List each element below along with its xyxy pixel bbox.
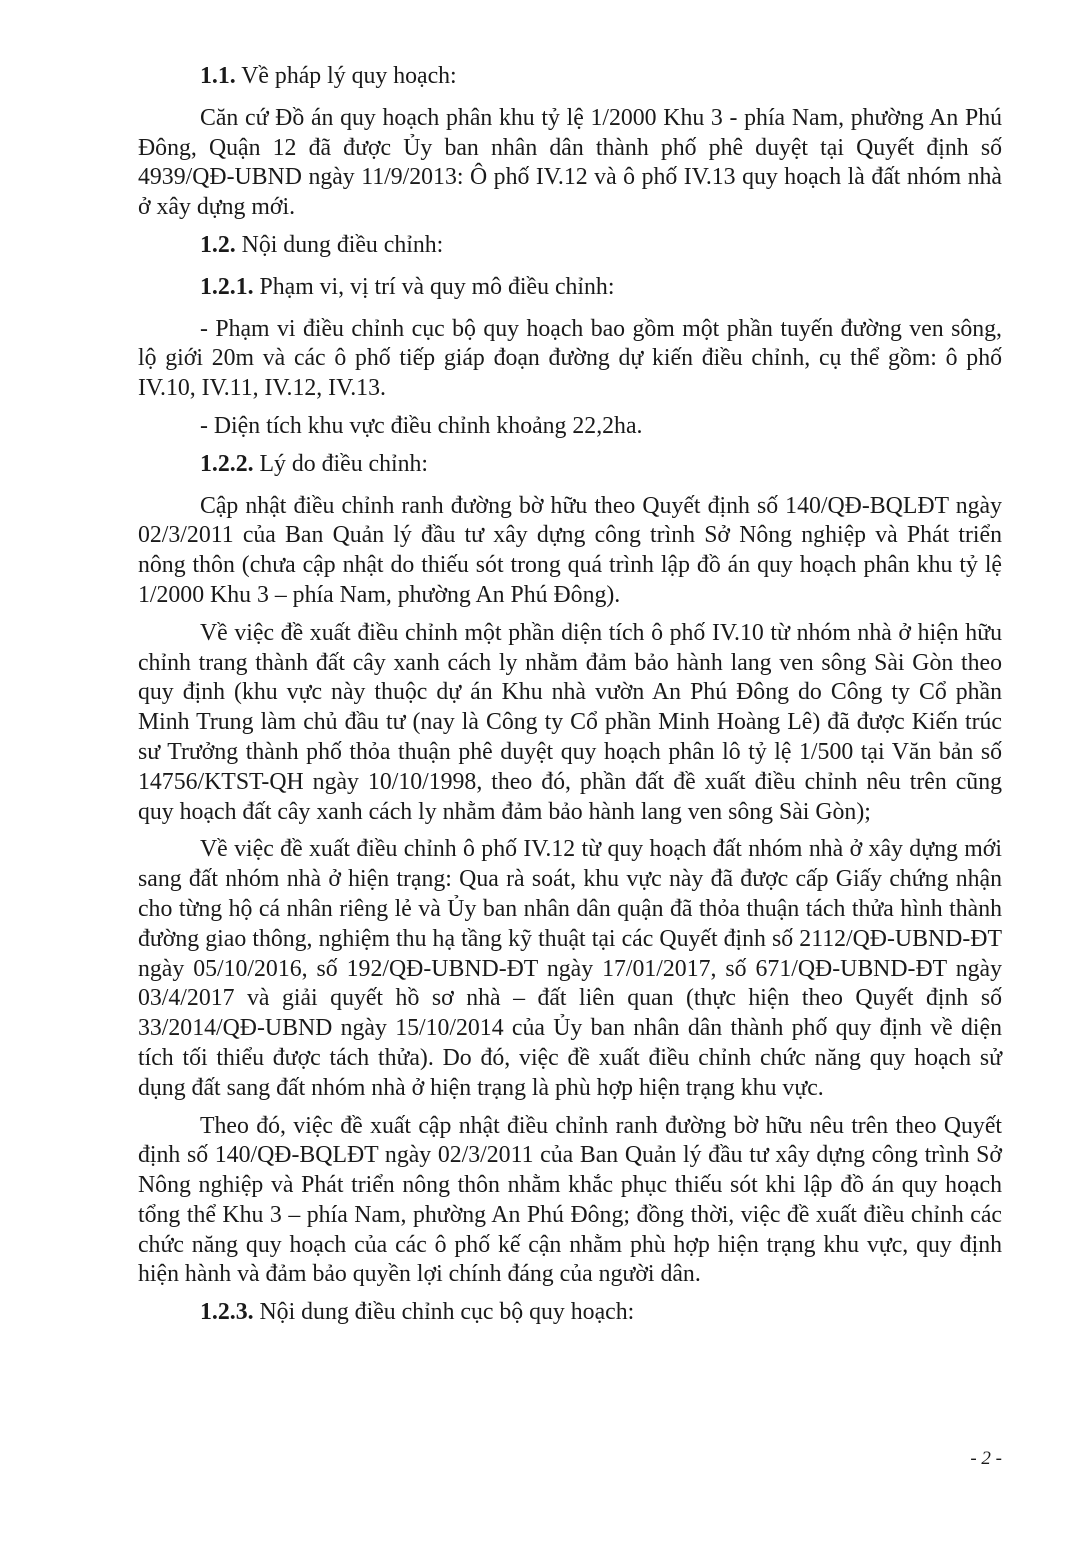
paragraph-conclusion: Theo đó, việc đề xuất cập nhật điều chỉnh ranh đường bờ hữu nêu trên theo Quyết định số 140/QĐ-BQLĐT ngày 02/3/2011 của Ban Quản lý đầu tư xây dựng công trình Sở Nông nghiệp và Phát triển nông thôn nhằm khắc phục thiếu sót khi lập đồ án quy hoạch tổng thể Khu 3 – phía Nam, phường An Phú Đông; đồng thời, việc đề xuất điều chỉnh các chức năng quy hoạch của các ô phố kế cận nhằm phù hợp hiện trạng khu vực, quy định hiện hành và đảm bảo quyền lợi chính đáng của người dân. xyxy=(138,1112,1002,1288)
section-title: Về pháp lý quy hoạch: xyxy=(235,63,457,89)
section-title: Lý do điều chỉnh: xyxy=(253,450,429,477)
paragraph-reason-iv10: Về việc đề xuất điều chỉnh một phần diện tích ô phố IV.10 từ nhóm nhà ở hiện hữu chỉnh trang thành đất cây xanh cách ly nhằm đảm bảo hành lang ven sông Sài Gòn theo quy định (khu vực này thuộc dự án Khu nhà vườn An Phú Đông do Công ty Cổ phần Minh Trung làm chủ đầu tư (nay là Công ty Cổ phần Minh Hoàng Lê) đã được Kiến trúc sư Trưởng thành phố thỏa thuận phê duyệt quy hoạch phân lô tỷ lệ 1/500 tại Văn bản số 14756/KTST-QH ngày 10/10/1998, theo đó, phần đất đề xuất điều chỉnh nêu trên cũng quy hoạch đất cây xanh cách ly nhằm đảm bảo hành lang ven sông Sài Gòn); xyxy=(138,619,1002,825)
section-title: Nội dung điều chỉnh: xyxy=(235,231,444,258)
section-title: Nội dung điều chỉnh cục bộ quy hoạch: xyxy=(253,1299,635,1326)
paragraph-legal-basis: Căn cứ Đồ án quy hoạch phân khu tỷ lệ 1/2000 Khu 3 - phía Nam, phường An Phú Đông, Quận 12 đã được Ủy ban nhân dân thành phố phê duyệt tại Quyết định số 4939/QĐ-UBND ngày 11/9/2013: Ô phố IV.12 và ô phố IV.13 quy hoạch là đất nhóm nhà ở xây dựng mới. xyxy=(138,104,1002,221)
section-number: 1.1. xyxy=(200,63,236,89)
page-number: - 2 - xyxy=(970,1448,1002,1469)
section-heading-1-2-2 xyxy=(138,450,1002,480)
section-heading-1-2-3 xyxy=(138,1298,1002,1328)
section-number: 1.2.3. xyxy=(200,1299,254,1326)
paragraph-reason-update: Cập nhật điều chỉnh ranh đường bờ hữu theo Quyết định số 140/QĐ-BQLĐT ngày 02/3/2011 của Ban Quản lý đầu tư xây dựng công trình Sở Nông nghiệp và Phát triển nông thôn (chưa cập nhật do thiếu sót trong quá trình lập đồ án quy hoạch phân khu tỷ lệ 1/2000 Khu 3 – phía Nam, phường An Phú Đông). xyxy=(138,492,1002,608)
section-heading-1-2-1 xyxy=(138,273,1002,303)
section-title: Phạm vi, vị trí và quy mô điều chỉnh: xyxy=(253,273,615,300)
paragraph-reason-iv12: Về việc đề xuất điều chỉnh ô phố IV.12 từ quy hoạch đất nhóm nhà ở xây dựng mới sang đất nhóm nhà ở hiện trạng: Qua rà soát, khu vực này đã được cấp Giấy chứng nhận cho từng hộ cá nhân riêng lẻ và Ủy ban nhân dân quận đã thỏa thuận tách thửa hình thành đường giao thông, nghiệm thu hạ tầng kỹ thuật tại các Quyết định số 2112/QĐ-UBND-ĐT ngày 05/10/2016, số 192/QĐ-UBND-ĐT ngày 17/01/2017, số 671/QĐ-UBND-ĐT ngày 03/4/2017 và giải quyết hồ sơ nhà – đất liên quan (thực hiện theo Quyết định số 33/2014/QĐ-UBND ngày 15/10/2014 của Ủy ban nhân dân thành phố quy định về diện tích tối thiểu được tách thửa). Do đó, việc đề xuất điều chỉnh chức năng quy hoạch sử dụng đất sang đất nhóm nhà ở hiện trạng là phù hợp hiện trạng khu vực. xyxy=(138,836,1002,1101)
section-heading-1-1 xyxy=(138,62,1002,92)
section-number: 1.2.2. xyxy=(200,450,254,477)
paragraph-scope: - Phạm vi điều chỉnh cục bộ quy hoạch bao gồm một phần tuyến đường ven sông, lộ giới 20m và các ô phố tiếp giáp đoạn đường dự kiến điều chỉnh, cụ thể gồm: ô phố IV.10, IV.11, IV.12, IV.13. xyxy=(138,315,1002,402)
document-page xyxy=(138,62,1002,1340)
section-heading-1-2 xyxy=(138,231,1002,261)
section-number: 1.2. xyxy=(200,231,236,258)
paragraph-area: - Diện tích khu vực điều chỉnh khoảng 22,2ha. xyxy=(200,412,643,439)
section-number: 1.2.1. xyxy=(200,273,254,300)
